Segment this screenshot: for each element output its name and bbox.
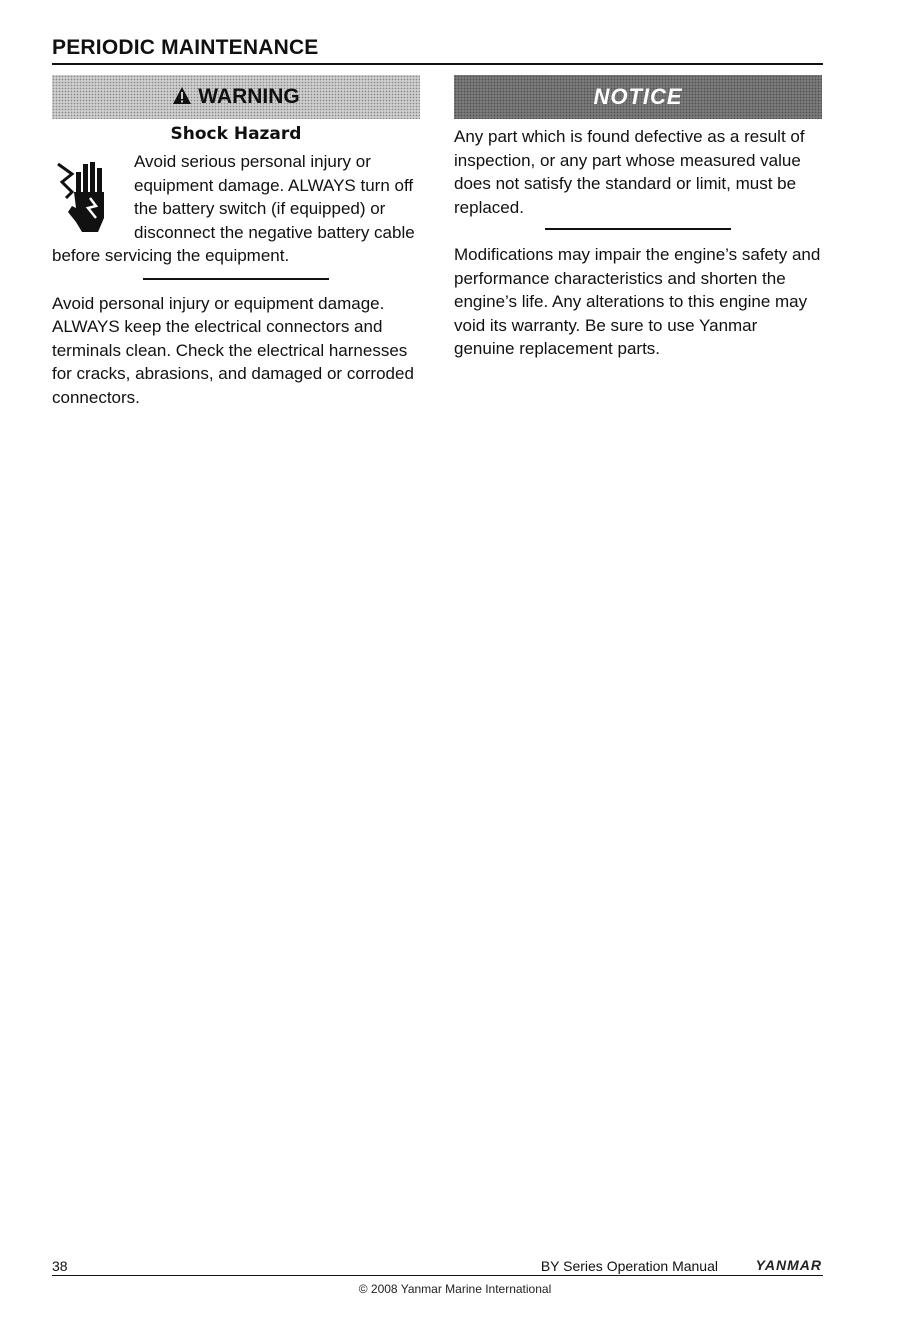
page-title: PERIODIC MAINTENANCE xyxy=(52,36,319,59)
left-column xyxy=(52,75,420,409)
page-number: 38 xyxy=(52,1258,68,1274)
title-divider xyxy=(52,63,823,65)
notice-banner-label: NOTICE xyxy=(593,84,683,109)
notice-text: Modifications may impair the engine’s safety and performance characteristics and shorten the engine’s life. Any alterations to this engine may void its warranty. Be sure to use Yanmar genuine replacement parts. xyxy=(454,245,821,358)
right-column xyxy=(454,75,822,361)
warning-banner-label: WARNING xyxy=(198,85,300,108)
warning-text: Avoid serious personal injury or equipment damage. ALWAYS turn off the battery switch (if equipped) or disconnect the negative battery cable before servicing the equipment. xyxy=(52,152,415,265)
divider xyxy=(545,228,731,230)
notice-banner xyxy=(454,75,822,119)
manual-title: BY Series Operation Manual xyxy=(540,1258,718,1274)
notice-text: Any part which is found defective as a result of inspection, or any part whose measured value does not satisfy the standard or limit, must be replaced. xyxy=(454,127,805,217)
brand-logo: YANMAR xyxy=(755,1257,822,1273)
electric-shock-hand-icon xyxy=(52,152,124,244)
copyright: © 2008 Yanmar Marine International xyxy=(358,1282,552,1296)
warning-text: Avoid personal injury or equipment damage. ALWAYS keep the electrical connectors and terminals clean. Check the electrical harnesses for cracks, abrasions, and damaged or corroded connectors. xyxy=(52,293,414,407)
divider xyxy=(143,278,329,280)
hazard-subheading: Shock Hazard xyxy=(170,124,302,144)
warning-triangle-icon xyxy=(172,86,192,105)
warning-banner xyxy=(52,75,420,119)
footer-divider xyxy=(52,1275,823,1276)
